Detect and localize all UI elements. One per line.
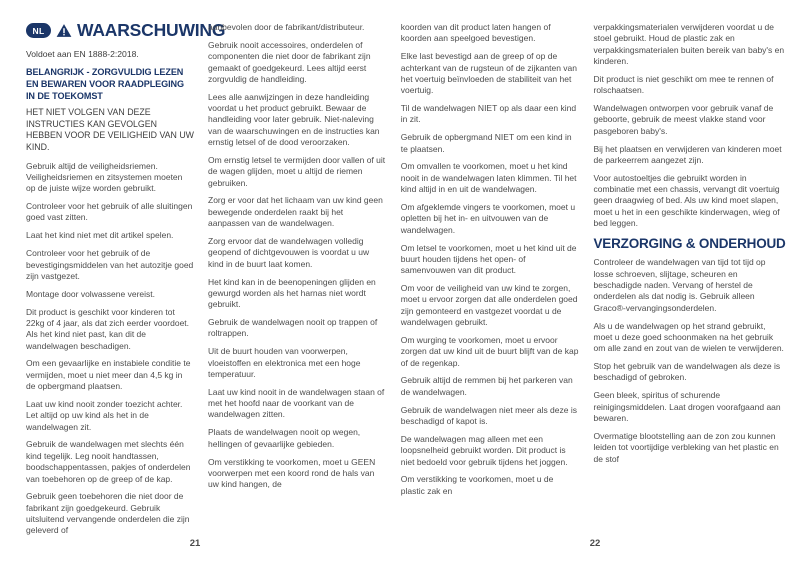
warning-paragraph: koorden van dit product laten hangen of koorden aan speelgoed bevestigen. xyxy=(400,22,551,44)
section-heading-care-maintenance: VERZORGING & ONDERHOUD xyxy=(593,236,786,251)
warning-paragraph: Gebruik altijd de remmen bij het parkeren van de wandelwagen. xyxy=(400,375,573,397)
warning-paragraph: Controleer voor het gebruik of de bevestigingsmiddelen van het autozitje goed zijn vastgezet. xyxy=(26,248,194,281)
warning-paragraph: Gebruik nooit accessoires, onderdelen of componenten die niet door de fabrikant zijn gemaakt of goedgekeurd. Lees altijd eerst zorgvuldig de handleiding. xyxy=(208,39,371,84)
warning-paragraph: Om ernstig letsel te vermijden door vallen of uit de wagen glijden, moet u altijd de riemen gebruiken. xyxy=(208,154,386,188)
warning-paragraph: verpakkingsmaterialen verwijderen voordat u de stoel gebruikt. Houd de plastic zak en verpakkingsmaterialen buiten bereik van baby's en kinderen. xyxy=(593,22,785,67)
warning-paragraph: Montage door volwassene vereist. xyxy=(26,288,155,299)
warning-paragraph: Gebruik de wandelwagen niet meer als deze is beschadigd of kapot is. xyxy=(400,404,577,426)
warning-paragraph: Om afgeklemde vingers te voorkomen, moet u opletten bij het in- en uitvouwen van de wandelwagen. xyxy=(400,201,576,235)
warning-paragraph: Bij het plaatsen en verwijderen van kinderen moet de parkeerrem aangezet zijn. xyxy=(593,143,782,165)
warning-paragraph: Laat uw kind nooit in de wandelwagen staan of met het hoofd naar de voorkant van de wandelwagen zitten. xyxy=(208,386,385,420)
warning-triangle-icon xyxy=(56,23,72,38)
care-paragraph: Controleer de wandelwagen van tijd tot tijd op losse schroeven, slijtage, scheuren en beschadigde naden. Vervang of herstel de onderdelen als dat nodig is. Gebruik alleen Graco®-vervangingsonderdelen. xyxy=(593,257,766,313)
standard-compliance-line: Voldoet aan EN 1888-2:2018. xyxy=(26,48,139,59)
warning-paragraph: Gebruik de opbergmand NIET om een kind in te plaatsen. xyxy=(400,132,572,154)
care-paragraph: Geen bleek, spiritus of schurende reinigingsmiddelen. Laat drogen voorafgaand aan bewaren. xyxy=(593,390,781,423)
caps-warning-note: HET NIET VOLGEN VAN DEZE INSTRUCTIES KAN GEVOLGEN HEBBEN VOOR DE VEILIGHEID VAN UW KIND. xyxy=(26,106,194,152)
page-number-left: 21 xyxy=(189,538,201,549)
care-paragraph: Overmatige blootstelling aan de zon zou kunnen leiden tot voortijdige verbleking van het plastic en de stof xyxy=(593,430,779,464)
warning-paragraph: Dit product is geschikt voor kinderen tot 22kg of 4 jaar, als dat zich eerder voordoet. Als het kind niet past, kan dit de wandelwagen beschadigen. xyxy=(26,306,190,351)
warning-paragraph: Dit product is niet geschikt om mee te rennen of rolschaatsen. xyxy=(593,73,774,96)
warning-paragraph: Uit de buurt houden van voorwerpen, vloeistoffen en elektronica met een hoge temperatuur. xyxy=(208,346,361,379)
warning-paragraph: Lees alle aanwijzingen in deze handleiding voordat u het product gebruikt. Bewaar de handleiding voor later gebruik. Niet-naleving van de waarschuwingen en de instructies kan ernstig letsel of de dood veroorzaken. xyxy=(208,91,380,148)
warning-paragraph: Plaats de wandelwagen nooit op wegen, hellingen of gevaarlijke gebieden. xyxy=(208,427,361,449)
warning-paragraph: aanbevolen door de fabrikant/distributeur. xyxy=(208,22,365,32)
warning-paragraph: De wandelwagen mag alleen met een loopsnelheid gebruikt worden. Dit product is niet bedoeld voor gebruik tijdens het joggen. xyxy=(400,433,568,467)
warning-paragraph: Het kind kan in de beenopeningen glijden en gewurgd worden als het harnas niet wordt gebruikt. xyxy=(208,276,376,310)
warning-paragraph: Zorg er voor dat het lichaam van uw kind geen bewegende onderdelen raakt bij het aanpassen van de wandelwagen. xyxy=(208,195,383,229)
warning-paragraph: Om letsel te voorkomen, moet u het kind uit de buurt houden tijdens het open- of samenvouwen van dit product. xyxy=(400,242,577,276)
warning-paragraph: Zorg ervoor dat de wandelwagen volledig geopend of dichtgevouwen is voordat u uw kind in de buurt laat komen. xyxy=(208,236,370,269)
warning-paragraph: Laat het kind niet met dit artikel spelen. xyxy=(26,230,174,241)
warning-paragraph: Elke last bevestigd aan de greep of op de achterkant van de rugsteun of de zijkanten van het voertuig beïnvloeden de stabiliteit van het voertuig. xyxy=(400,51,578,96)
warning-paragraph: Om voor de veiligheid van uw kind te zorgen, moet u ervoor zorgen dat alle onderdelen goed zijn gemonteerd en vastgezet voordat u de wandelwagen gebruikt. xyxy=(400,283,578,328)
column-two xyxy=(208,22,401,497)
warning-paragraph: Om omvallen te voorkomen, moet u het kind nooit in de wandelwagen laten klimmen. Til het kind altijd in en uit de wandelwagen. xyxy=(400,161,577,195)
page-number-right: 22 xyxy=(589,538,601,549)
important-heading: BELANGRIJK - ZORGVULDIG LEZEN EN BEWAREN VOOR RAADPLEGING IN DE TOEKOMST xyxy=(26,66,184,101)
warning-paragraph: Om een gevaarlijke en instabiele conditie te vermijden, moet u niet meer dan 4,5 kg in de opbergmand plaatsen. xyxy=(26,358,191,392)
column-four xyxy=(594,22,787,471)
warning-title: WAARSCHUWING xyxy=(77,20,226,40)
warning-header xyxy=(26,20,226,40)
warning-paragraph: Laat uw kind nooit zonder toezicht achter. Let altijd op uw kind als het in de wandelwagen zit. xyxy=(26,398,183,432)
columns-container xyxy=(26,22,786,543)
warning-paragraph: Gebruik de wandelwagen met slechts één kind tegelijk. Leg nooit handtassen, boodschappentassen, pakjes of onderdelen van toebehoren op de greep of de kap. xyxy=(26,439,191,484)
warning-paragraph: Gebruik geen toebehoren die niet door de fabrikant zijn goedgekeurd. Gebruik uitsluitend vervangende onderdelen die zijn geleverd of xyxy=(26,491,190,536)
warning-paragraph: Om verstikking te voorkomen, moet u de plastic zak en xyxy=(400,474,554,496)
warning-paragraph: Controleer voor het gebruik of alle sluitingen goed vast zitten. xyxy=(26,201,193,223)
language-badge-nl: NL xyxy=(26,23,51,38)
warning-paragraph: Til de wandelwagen NIET op als daar een kind in zit. xyxy=(400,103,577,125)
warning-paragraph: Om wurging te voorkomen, moet u ervoor zorgen dat uw kind uit de buurt blijft van de kap of de regenkap. xyxy=(400,334,579,368)
warning-paragraph: Gebruik de wandelwagen nooit op trappen of roltrappen. xyxy=(208,317,378,339)
warning-paragraph: Wandelwagen ontworpen voor gebruik vanaf de geboorte, gebruik de meest vlakke stand voor pasgeboren baby's. xyxy=(593,103,774,136)
column-three xyxy=(401,22,594,504)
column-one xyxy=(26,20,226,543)
care-paragraph: Stop het gebruik van de wandelwagen als deze is beschadigd of gebroken. xyxy=(593,361,781,383)
warning-paragraph: Om verstikking te voorkomen, moet u GEEN voorwerpen met een koord rond de hals van uw kind hangen, de xyxy=(208,456,376,490)
warning-paragraph: Gebruik altijd de veiligheidsriemen. Veiligheidsriemen en zitsystemen moeten op de juiste wijze worden gebruikt. xyxy=(26,160,183,194)
warning-paragraph: Voor autostoeltjes die gebruikt worden in combinatie met een chassis, vervangt dit voertuig geen draagwieg of bed. Als uw kind moet slapen, moet u het in een geschikte kinderwagen, wieg of bed leggen. xyxy=(593,172,780,229)
care-paragraph: Als u de wandelwagen op het strand gebruikt, moet u deze goed schoonmaken na het gebruik om alle zand en zout van de wielen te verwijderen. xyxy=(593,320,784,354)
